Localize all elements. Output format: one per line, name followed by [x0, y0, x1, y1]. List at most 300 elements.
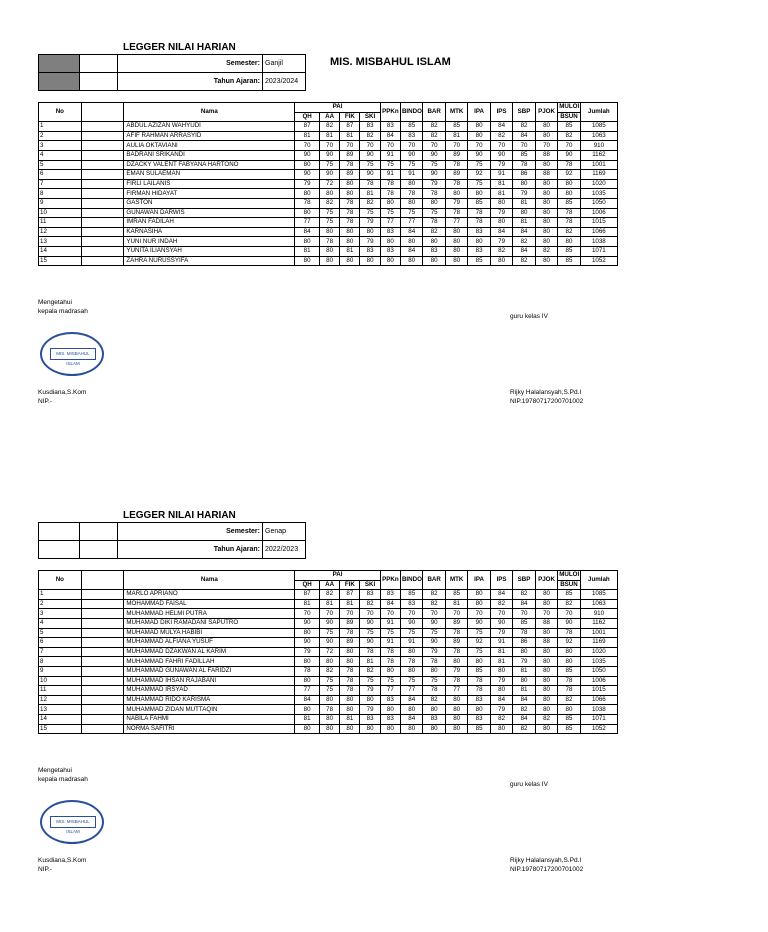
grade-cell: 80 [340, 256, 360, 266]
grade-cell: 80 [490, 686, 512, 696]
grade-cell: 910 [580, 609, 617, 619]
grade-cell: 75 [468, 628, 490, 638]
student-name: EMAN SULAEMAN [124, 170, 295, 180]
row-number: 9 [39, 198, 82, 208]
grade-cell: 91 [380, 638, 400, 648]
grade-cell: 89 [445, 618, 467, 628]
col-mtk: MTK [445, 103, 467, 122]
grade-cell: 91 [380, 170, 400, 180]
grade-cell: 86 [513, 170, 535, 180]
grade-cell: 80 [295, 657, 320, 667]
grade-cell: 78 [423, 657, 445, 667]
grade-cell: 80 [423, 724, 445, 734]
grade-cell: 87 [295, 590, 320, 600]
grade-cell: 75 [423, 208, 445, 218]
grade-cell: 80 [445, 246, 467, 256]
row-number: 5 [39, 160, 82, 170]
grade-cell: 75 [380, 628, 400, 638]
col-aa: AA [319, 580, 339, 590]
stamp-label: MIS. MISBAHUL ISLAM [50, 348, 96, 360]
row-number: 7 [39, 647, 82, 657]
table-row [39, 170, 618, 180]
grade-cell: 88 [535, 638, 557, 648]
grade-cell: 78 [360, 647, 380, 657]
grade-cell: 80 [423, 666, 445, 676]
grade-cell: 82 [423, 122, 445, 132]
grade-cell: 79 [445, 198, 467, 208]
grade-cell: 85 [445, 590, 467, 600]
col-ski: SKI [360, 112, 380, 122]
grade-cell: 70 [380, 141, 400, 151]
kepala-label: kepala madrasah [38, 308, 88, 315]
grade-cell: 80 [400, 237, 422, 247]
grade-cell: 91 [490, 638, 512, 648]
grade-cell: 82 [360, 131, 380, 141]
grade-cell: 80 [445, 657, 467, 667]
grade-cell: 75 [319, 160, 339, 170]
grade-cell: 1169 [580, 638, 617, 648]
grade-cell: 80 [380, 666, 400, 676]
semester-value: Genap [265, 528, 287, 535]
grade-cell: 80 [535, 599, 557, 609]
grade-cell: 90 [490, 618, 512, 628]
grade-cell: 90 [295, 618, 320, 628]
student-name: MUHAMMAD DZAKWAN AL KARIM [124, 647, 295, 657]
grade-cell: 81 [319, 599, 339, 609]
kepala-nip: NIP.- [38, 866, 52, 873]
grade-cell: 78 [295, 666, 320, 676]
table-row [39, 256, 618, 266]
kepala-name: Kusdiana,S.Kom [38, 857, 87, 864]
guru-identity [510, 856, 583, 874]
grade-cell: 78 [445, 676, 467, 686]
grade-cell: 80 [445, 189, 467, 199]
grade-cell: 80 [400, 647, 422, 657]
grade-cell: 1035 [580, 657, 617, 667]
table-row [39, 714, 618, 724]
grade-cell: 80 [340, 189, 360, 199]
guru-identity [510, 388, 583, 406]
grade-cell: 75 [400, 160, 422, 170]
kepala-block [38, 298, 88, 316]
row-number: 6 [39, 638, 82, 648]
grade-cell: 83 [423, 246, 445, 256]
grade-cell: 82 [558, 227, 580, 237]
grade-cell: 75 [400, 208, 422, 218]
col-no: No [39, 571, 82, 590]
grade-cell: 82 [490, 714, 512, 724]
grade-cell: 80 [380, 198, 400, 208]
grade-cell: 81 [295, 599, 320, 609]
grade-cell: 1038 [580, 705, 617, 715]
grade-cell: 78 [445, 179, 467, 189]
grade-cell: 85 [468, 666, 490, 676]
grade-cell: 79 [490, 705, 512, 715]
grade-cell: 81 [360, 657, 380, 667]
student-name: MUHAMMAD ALFIANA YUSUF [124, 638, 295, 648]
grade-cell: 82 [319, 666, 339, 676]
col-pjok: PJOK [535, 571, 557, 590]
school-name: MIS. MISBAHUL ISLAM [330, 56, 451, 68]
grade-cell: 80 [535, 160, 557, 170]
student-name: MUHAMMAD HELMI PUTRA [124, 609, 295, 619]
grade-cell: 70 [423, 609, 445, 619]
grade-cell: 79 [490, 237, 512, 247]
grade-cell: 82 [360, 198, 380, 208]
col-ips: IPS [490, 571, 512, 590]
table-row [39, 150, 618, 160]
grade-cell: 78 [340, 160, 360, 170]
grade-cell: 70 [468, 609, 490, 619]
grade-cell: 70 [445, 609, 467, 619]
grade-cell: 75 [400, 628, 422, 638]
grade-cell: 84 [295, 695, 320, 705]
grade-cell: 90 [360, 638, 380, 648]
mengetahui-label: Mengetahui [38, 767, 72, 774]
grade-cell: 1162 [580, 618, 617, 628]
grade-cell: 80 [558, 647, 580, 657]
table-row [39, 122, 618, 132]
grade-cell: 80 [423, 237, 445, 247]
grade-cell: 80 [319, 714, 339, 724]
grade-cell: 80 [558, 705, 580, 715]
grade-cell: 79 [360, 686, 380, 696]
grade-cell: 84 [513, 227, 535, 237]
grade-cell: 78 [380, 647, 400, 657]
grade-cell: 80 [513, 179, 535, 189]
grade-cell: 79 [445, 666, 467, 676]
grade-cell: 70 [423, 141, 445, 151]
grade-cell: 80 [380, 256, 400, 266]
grade-cell: 84 [380, 599, 400, 609]
grade-cell: 80 [468, 237, 490, 247]
grade-cell: 84 [400, 227, 422, 237]
grade-cell: 85 [468, 256, 490, 266]
grade-cell: 70 [535, 609, 557, 619]
guru-nip: NIP.19780717200701002 [510, 398, 584, 405]
student-name: MUHAMMAD RIDO KARISMA [124, 695, 295, 705]
col-sbp: SBP [513, 571, 535, 590]
row-number: 4 [39, 150, 82, 160]
grade-cell: 75 [380, 160, 400, 170]
grade-cell: 91 [380, 618, 400, 628]
student-name: AULIA OKTAVIANI [124, 141, 295, 151]
grade-cell: 90 [319, 618, 339, 628]
student-name: GASTON [124, 198, 295, 208]
grade-cell: 80 [535, 218, 557, 228]
table-row [39, 246, 618, 256]
grade-cell: 78 [400, 657, 422, 667]
grade-cell: 80 [360, 695, 380, 705]
grade-cell: 78 [423, 189, 445, 199]
grade-cell: 82 [319, 590, 339, 600]
grade-cell: 83 [380, 122, 400, 132]
grade-cell: 89 [340, 170, 360, 180]
row-number: 9 [39, 666, 82, 676]
grade-cell: 80 [535, 686, 557, 696]
table-row [39, 160, 618, 170]
tahun-ajaran-label: Tahun Ajaran: [213, 546, 260, 553]
grade-cell: 70 [558, 141, 580, 151]
grade-cell: 78 [468, 686, 490, 696]
grade-cell: 80 [490, 256, 512, 266]
grade-cell: 75 [400, 676, 422, 686]
col-jumlah: Jumlah [580, 571, 617, 590]
grade-cell: 80 [423, 705, 445, 715]
grade-cell: 1015 [580, 218, 617, 228]
grade-cell: 84 [380, 131, 400, 141]
table-row [39, 676, 618, 686]
student-name: DZACKY VALENT FABYANA HARTONO [124, 160, 295, 170]
table-row [39, 686, 618, 696]
grade-cell: 78 [558, 160, 580, 170]
grade-cell: 78 [380, 189, 400, 199]
row-number: 1 [39, 590, 82, 600]
row-number: 2 [39, 599, 82, 609]
student-name: KARNASIHA [124, 227, 295, 237]
grade-cell: 78 [400, 189, 422, 199]
grade-cell: 75 [319, 218, 339, 228]
grade-cell: 92 [468, 638, 490, 648]
grade-cell: 85 [558, 724, 580, 734]
col-pjok: PJOK [535, 103, 557, 122]
col-bsun: BSUN [558, 580, 580, 590]
row-number: 14 [39, 246, 82, 256]
grade-cell: 70 [400, 609, 422, 619]
grade-cell: 70 [319, 609, 339, 619]
grade-cell: 85 [468, 724, 490, 734]
student-name: ABDUL AZIZAN WAHYUDI [124, 122, 295, 132]
grade-cell: 85 [468, 198, 490, 208]
grade-cell: 81 [295, 131, 320, 141]
grade-cell: 84 [490, 590, 512, 600]
grade-cell: 82 [490, 246, 512, 256]
grade-cell: 80 [295, 724, 320, 734]
grade-cell: 82 [535, 714, 557, 724]
grade-cell: 78 [468, 218, 490, 228]
grade-cell: 81 [445, 131, 467, 141]
grade-cell: 1169 [580, 170, 617, 180]
grade-cell: 1071 [580, 714, 617, 724]
grade-cell: 90 [468, 150, 490, 160]
grade-cell: 70 [558, 609, 580, 619]
tahun-ajaran-value: 2023/2024 [265, 78, 299, 85]
col-mulok: MULOI [559, 103, 580, 111]
grade-cell: 80 [468, 189, 490, 199]
grade-cell: 1006 [580, 208, 617, 218]
grade-cell: 80 [490, 218, 512, 228]
grade-cell: 70 [319, 141, 339, 151]
col-ips: IPS [490, 103, 512, 122]
grade-cell: 81 [513, 666, 535, 676]
tahun-ajaran-value: 2022/2023 [265, 546, 299, 553]
grade-cell: 80 [535, 179, 557, 189]
grade-cell: 81 [490, 657, 512, 667]
grade-cell: 78 [558, 628, 580, 638]
grade-cell: 90 [423, 638, 445, 648]
col-mtk: MTK [445, 571, 467, 590]
grade-cell: 83 [468, 714, 490, 724]
grade-cell: 84 [490, 695, 512, 705]
grade-cell: 81 [490, 647, 512, 657]
grade-cell: 78 [513, 628, 535, 638]
student-name: MARLO APRIANO [124, 590, 295, 600]
grade-cell: 85 [558, 666, 580, 676]
guru-name: Rijky Halalansyah,S.Pd.I [510, 389, 582, 396]
table-row [39, 189, 618, 199]
grade-cell: 80 [340, 237, 360, 247]
guru-label: guru kelas IV [510, 313, 548, 320]
grade-cell: 80 [490, 666, 512, 676]
grade-cell: 82 [490, 131, 512, 141]
grade-cell: 70 [295, 141, 320, 151]
student-name: MUHAMAD DIKI RAMADANI SAPUTRO [124, 618, 295, 628]
row-number: 6 [39, 170, 82, 180]
row-number: 8 [39, 189, 82, 199]
grade-cell: 75 [468, 647, 490, 657]
grade-cell: 77 [445, 686, 467, 696]
col-bindo: BINDO [400, 103, 422, 122]
grade-cell: 78 [295, 198, 320, 208]
grade-cell: 88 [535, 150, 557, 160]
student-name: MUHAMMAD ZIDAN MUTTAQIN [124, 705, 295, 715]
col-bar: BAR [423, 103, 445, 122]
grade-cell: 80 [490, 198, 512, 208]
row-number: 10 [39, 676, 82, 686]
row-number: 11 [39, 218, 82, 228]
grade-cell: 79 [490, 208, 512, 218]
grade-cell: 80 [400, 705, 422, 715]
col-bindo: BINDO [400, 571, 422, 590]
grade-cell: 1020 [580, 647, 617, 657]
grade-cell: 80 [380, 237, 400, 247]
grades-table [38, 102, 618, 266]
student-name: BADRANI SRIKANDI [124, 150, 295, 160]
col-nama: Nama [124, 571, 295, 590]
grade-cell: 80 [535, 227, 557, 237]
student-name: NORMA SAFITRI [124, 724, 295, 734]
grade-cell: 84 [490, 122, 512, 132]
row-number: 7 [39, 179, 82, 189]
grade-cell: 82 [319, 198, 339, 208]
col-fik: FIK [340, 112, 360, 122]
row-number: 12 [39, 227, 82, 237]
grade-cell: 80 [340, 227, 360, 237]
semester-value: Ganjil [265, 60, 283, 67]
grade-cell: 75 [423, 676, 445, 686]
grade-cell: 78 [319, 237, 339, 247]
grade-cell: 80 [295, 189, 320, 199]
grade-cell: 80 [400, 198, 422, 208]
grade-cell: 80 [535, 666, 557, 676]
table-row [39, 657, 618, 667]
grade-cell: 79 [490, 160, 512, 170]
grade-cell: 1001 [580, 160, 617, 170]
grade-cell: 82 [423, 590, 445, 600]
grade-cell: 81 [513, 198, 535, 208]
ledger-title: LEGGER NILAI HARIAN [123, 510, 236, 521]
grade-cell: 79 [423, 179, 445, 189]
grade-cell: 80 [360, 256, 380, 266]
grade-cell: 77 [400, 218, 422, 228]
table-row [39, 638, 618, 648]
student-name: NABILA FAHMI [124, 714, 295, 724]
row-number: 4 [39, 618, 82, 628]
grade-cell: 80 [380, 705, 400, 715]
grade-cell: 82 [360, 666, 380, 676]
grade-cell: 80 [535, 237, 557, 247]
grade-cell: 83 [380, 246, 400, 256]
grade-cell: 83 [380, 695, 400, 705]
grade-cell: 85 [558, 198, 580, 208]
grade-cell: 82 [558, 131, 580, 141]
student-name: MUHAMAD MULYA HABIBI [124, 628, 295, 638]
col-bar: BAR [423, 571, 445, 590]
ledger-header-table [38, 54, 306, 91]
grade-cell: 80 [535, 724, 557, 734]
row-number: 10 [39, 208, 82, 218]
student-name: MUHAMMAD IRSYAD [124, 686, 295, 696]
grade-cell: 1052 [580, 724, 617, 734]
grades-table [38, 570, 618, 734]
grade-cell: 78 [340, 666, 360, 676]
tahun-ajaran-label: Tahun Ajaran: [213, 78, 260, 85]
table-row [39, 647, 618, 657]
row-number: 14 [39, 714, 82, 724]
grade-cell: 80 [340, 695, 360, 705]
grade-cell: 80 [400, 179, 422, 189]
grade-cell: 1050 [580, 666, 617, 676]
grade-cell: 83 [380, 714, 400, 724]
grade-cell: 1050 [580, 198, 617, 208]
grade-cell: 78 [340, 686, 360, 696]
grade-cell: 80 [535, 676, 557, 686]
grade-cell: 80 [319, 695, 339, 705]
grade-cell: 81 [319, 131, 339, 141]
grade-cell: 80 [445, 237, 467, 247]
student-name: MUHAMMAD FAHRI FADILLAH [124, 657, 295, 667]
table-row [39, 198, 618, 208]
row-number: 2 [39, 131, 82, 141]
grade-cell: 81 [340, 714, 360, 724]
grade-cell: 80 [445, 705, 467, 715]
grade-cell: 90 [423, 618, 445, 628]
grade-cell: 70 [295, 609, 320, 619]
grade-cell: 82 [513, 122, 535, 132]
grade-cell: 1038 [580, 237, 617, 247]
grade-cell: 79 [513, 189, 535, 199]
grade-cell: 78 [558, 208, 580, 218]
grade-cell: 83 [468, 227, 490, 237]
kepala-block [38, 766, 88, 784]
grade-cell: 84 [400, 714, 422, 724]
grade-cell: 81 [340, 131, 360, 141]
grade-cell: 80 [295, 256, 320, 266]
grade-cell: 79 [513, 657, 535, 667]
grade-cell: 80 [319, 724, 339, 734]
school-stamp [40, 800, 104, 844]
table-row [39, 618, 618, 628]
grade-cell: 79 [360, 218, 380, 228]
grade-cell: 85 [513, 150, 535, 160]
grade-cell: 81 [490, 189, 512, 199]
grade-cell: 72 [319, 179, 339, 189]
grade-cell: 1162 [580, 150, 617, 160]
grade-cell: 75 [319, 686, 339, 696]
grade-cell: 78 [445, 208, 467, 218]
row-number: 15 [39, 256, 82, 266]
grade-cell: 80 [468, 657, 490, 667]
